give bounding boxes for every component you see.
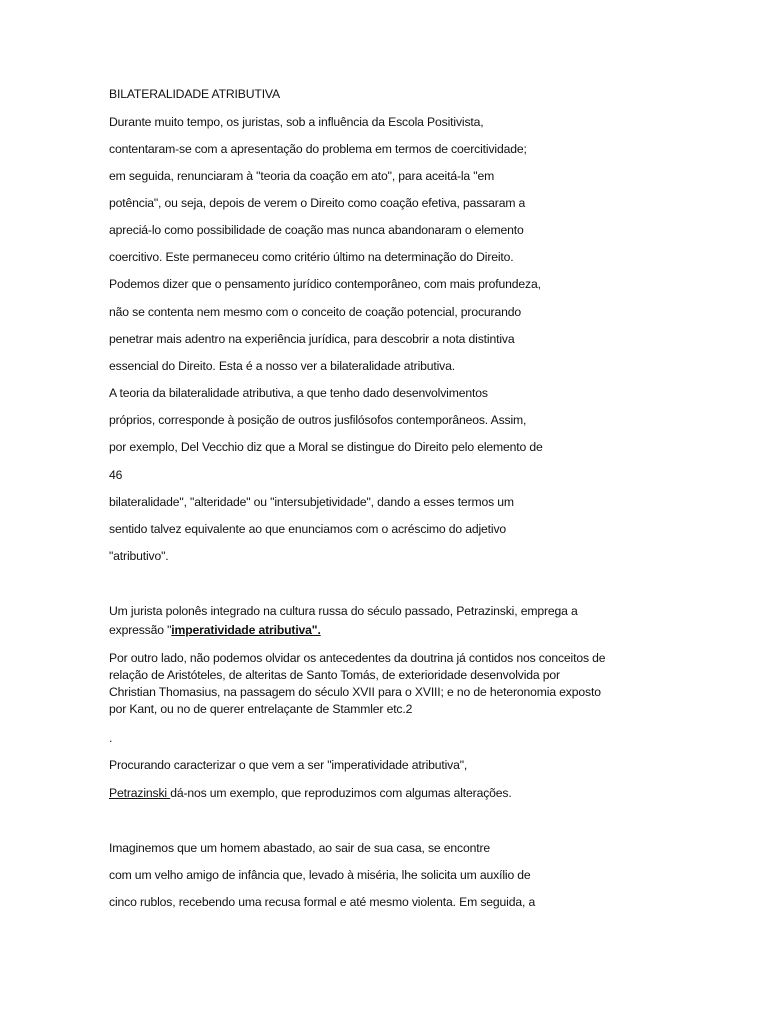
text-line: potência", ou seja, depois de verem o Direito como coação efetiva, passaram a <box>109 196 526 210</box>
author-name: Petrazinski <box>109 786 171 800</box>
text-line: sentido talvez equivalente ao que enunciamos com o acréscimo do adjetivo <box>109 522 507 536</box>
text-line: não se contenta nem mesmo com o conceito de coação potencial, procurando <box>109 305 521 319</box>
text-line: com um velho amigo de infância que, levado à miséria, lhe solicita um auxílio de <box>109 868 531 882</box>
emphasized-term: imperatividade atributiva". <box>171 623 321 637</box>
text-line: "atributivo". <box>109 549 169 563</box>
text-line: penetrar mais adentro na experiência jurídica, para descobrir a nota distintiva <box>109 332 515 346</box>
text-line <box>109 622 321 638</box>
text-line: A teoria da bilateralidade atributiva, a que tenho dado desenvolvimentos <box>109 386 488 400</box>
text-line: cinco rublos, recebendo uma recusa formal e até mesmo violenta. Em seguida, a <box>109 895 536 909</box>
text-line <box>109 785 512 801</box>
text-line: bilateralidade", "alteridade" ou "intersubjetividade", dando a esses termos um <box>109 495 514 509</box>
text-line: Um jurista polonês integrado na cultura russa do século passado, Petrazinski, emprega a <box>109 604 578 618</box>
document-title: BILATERALIDADE ATRIBUTIVA <box>109 87 280 101</box>
text-line: Podemos dizer que o pensamento jurídico contemporâneo, com mais profundeza, <box>109 277 541 291</box>
text-line: por Kant, ou no de querer entrelaçante de Stammler etc.2 <box>109 702 413 716</box>
text-line: essencial do Direito. Esta é a nosso ver a bilateralidade atributiva. <box>109 359 455 373</box>
text-line: próprios, corresponde à posição de outros jusfilósofos contemporâneos. Assim, <box>109 413 527 427</box>
text-line: Imaginemos que um homem abastado, ao sair de sua casa, se encontre <box>109 841 490 855</box>
text-line: Por outro lado, não podemos olvidar os antecedentes da doutrina já contidos nos conceitos de <box>109 651 606 665</box>
text-span: dá-nos um exemplo, que reproduzimos com algumas alterações. <box>170 786 512 800</box>
text-line: Christian Thomasius, na passagem do século XVII para o XVIII; e no de heteronomia exposto <box>109 685 601 699</box>
text-line: por exemplo, Del Vecchio diz que a Moral se distingue do Direito pelo elemento de <box>109 440 543 454</box>
text-line: contentaram-se com a apresentação do problema em termos de coercitividade; <box>109 142 527 156</box>
text-line: Procurando caracterizar o que vem a ser "imperatividade atributiva", <box>109 758 468 772</box>
text-line: Durante muito tempo, os juristas, sob a influência da Escola Positivista, <box>109 115 484 129</box>
page-number: 46 <box>109 468 123 482</box>
text-line: apreciá-lo como possibilidade de coação mas nunca abandonaram o elemento <box>109 223 524 237</box>
text-span: expressão " <box>109 623 172 637</box>
text-line: em seguida, renunciaram à "teoria da coação em ato", para aceitá-la "em <box>109 169 495 183</box>
text-line: relação de Aristóteles, de alteritas de Santo Tomás, de exterioridade desenvolvida por <box>109 668 560 682</box>
text-line: coercitivo. Este permaneceu como critério último na determinação do Direito. <box>109 250 514 264</box>
dot-line: . <box>109 731 113 745</box>
